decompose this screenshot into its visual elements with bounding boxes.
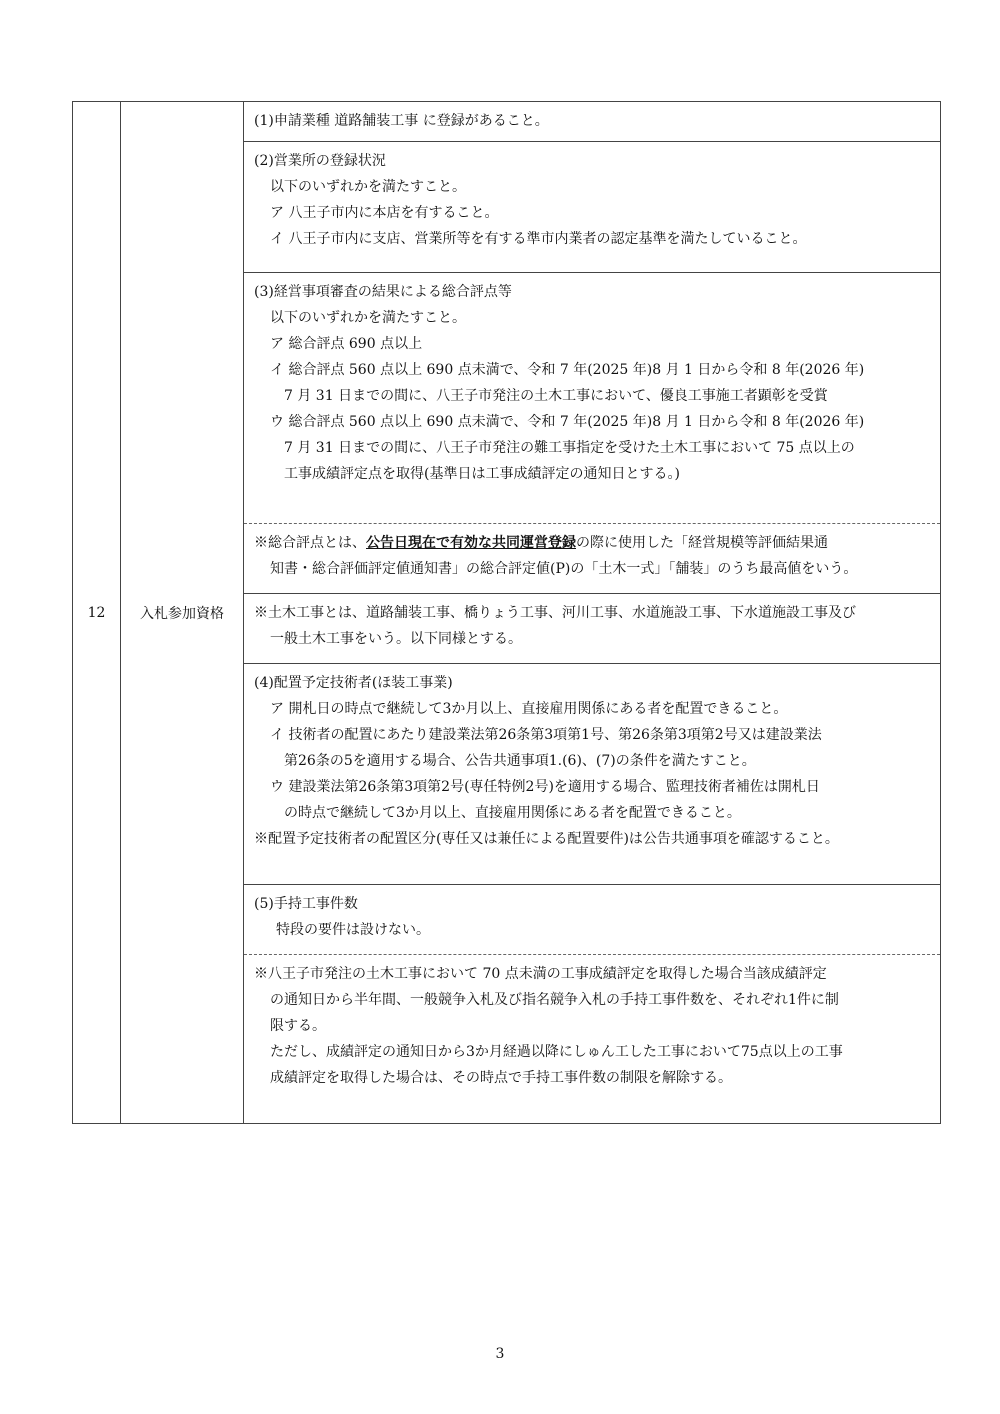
note-limit-line: 成績評定を取得した場合は、その時点で手持工事件数の制限を解除する。 [270, 1070, 732, 1086]
section-5-title: (5)手持工事件数 [254, 896, 358, 912]
section-3-item-u-cont: 工事成績評定点を取得(基準日は工事成績評定の通知日とする。) [284, 466, 680, 482]
section-2-line: イ 八王子市内に支店、営業所等を有する準市内業者の認定基準を満たしていること。 [270, 231, 807, 247]
note-limit-line: の通知日から半年間、一般競争入札及び指名競争入札の手持工事件数を、それぞれ1件に制 [270, 992, 839, 1008]
note-score-underlined: 公告日現在で有効な共同運営登録 [366, 535, 576, 551]
section-assigned-engineer [244, 663, 940, 884]
row-label: 入札参加資格 [121, 102, 244, 1124]
row-content [244, 102, 941, 1124]
note-limit-line: 限する。 [270, 1018, 326, 1034]
section-office-registration [244, 141, 940, 272]
page-number: 3 [495, 1346, 505, 1362]
section-3-item-a: ア 総合評点 690 点以上 [270, 336, 423, 352]
section-1-text: (1)申請業種 道路舗装工事 に登録があること。 [254, 113, 549, 129]
section-4-item-i-cont: 第26条の5を適用する場合、公告共通事項1.(6)、(7)の条件を満たすこと。 [284, 753, 756, 769]
section-5-text: 特段の要件は設けない。 [276, 922, 430, 938]
section-4-item-u: ウ 建設業法第26条第3項第2号(専任特例2号)を適用する場合、監理技術者補佐は開札日 [270, 779, 820, 795]
note-score-pre: ※総合評点とは、 [254, 535, 366, 551]
section-business-type [244, 102, 940, 141]
section-3-item-u-cont: 7 月 31 日までの間に、八王子市発注の難工事指定を受けた土木工事において 75 点以上の [284, 440, 855, 456]
note-civil-line-1: ※土木工事とは、道路舗装工事、橋りょう工事、河川工事、水道施設工事、下水道施設工事及び [254, 605, 856, 621]
note-score-line-2: 知書・総合評価評定値通知書」の総合評定値(P)の「土木一式」「舗装」のうち最高値をいう。 [270, 561, 858, 577]
section-2-title: (2)営業所の登録状況 [254, 153, 386, 169]
section-3-item-i: イ 総合評点 560 点以上 690 点未満で、令和 7 年(2025 年)8 月 1 日から令和 8 年(2026 年) [270, 362, 865, 378]
note-score-line [254, 530, 930, 556]
section-4-item-i: イ 技術者の配置にあたり建設業法第26条第3項第1号、第26条第3項第2号又は建設業法 [270, 727, 822, 743]
section-2-line: 以下のいずれかを満たすこと。 [270, 179, 466, 195]
note-score-post: の際に使用した「経営規模等評価結果通 [576, 535, 828, 551]
section-3-item-u: ウ 総合評点 560 点以上 690 点未満で、令和 7 年(2025 年)8 月 1 日から令和 8 年(2026 年) [270, 414, 865, 430]
section-4-note: ※配置予定技術者の配置区分(専任又は兼任による配置要件)は公告共通事項を確認すること。 [254, 831, 839, 847]
note-civil-works [244, 593, 940, 663]
note-civil-line-2: 一般土木工事をいう。以下同様とする。 [270, 631, 522, 647]
note-limit-line: ※八王子市発注の土木工事において 70 点未満の工事成績評定を取得した場合当該成績評定 [254, 966, 827, 982]
note-limit-line: ただし、成績評定の通知日から3か月経過以降にしゅん工した工事において75点以上の工事 [270, 1044, 843, 1060]
section-ongoing-works [244, 884, 940, 954]
note-total-score [244, 523, 940, 593]
note-work-limit [244, 954, 940, 1115]
section-3-item-i-cont: 7 月 31 日までの間に、八王子市発注の土木工事において、優良工事施工者顕彰を受賞 [284, 388, 828, 404]
section-2-line: ア 八王子市内に本店を有すること。 [270, 205, 499, 221]
row-number: 12 [73, 102, 121, 1124]
section-4-item-a: ア 開札日の時点で継続して3か月以上、直接雇用関係にある者を配置できること。 [270, 701, 788, 717]
requirements-table [72, 101, 941, 1124]
section-3-intro: 以下のいずれかを満たすこと。 [270, 310, 466, 326]
table-row [73, 102, 941, 1124]
section-4-item-u-cont: の時点で継続して3か月以上、直接雇用関係にある者を配置できること。 [284, 805, 741, 821]
section-evaluation-score [244, 272, 940, 523]
section-3-title: (3)経営事項審査の結果による総合評点等 [254, 284, 512, 300]
section-4-title: (4)配置予定技術者(ほ装工事業) [254, 675, 453, 691]
